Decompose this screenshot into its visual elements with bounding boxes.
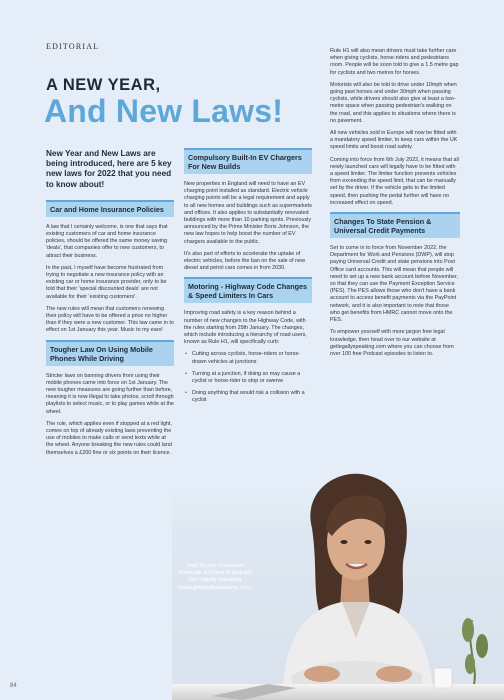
caption-line: Advocate and host of podcast	[178, 570, 252, 577]
page-number: 84	[10, 683, 17, 689]
photo-caption	[170, 563, 260, 592]
heading-state-pension: Changes To State Pension & Universal Credit Payments	[330, 212, 460, 238]
paragraph: The new rules will mean that customers renewing their policy will have to be offered a price no higher than if they were a new customer. This law came in to effect on 1st January this year. Music to my ears!	[46, 305, 174, 334]
caption-line: Hatti Suvari, Consumer	[186, 563, 244, 569]
bullet-item: • Cutting across cyclists, horse-riders or horse-drawn vehicles at junctions	[184, 351, 312, 365]
column-1	[46, 149, 174, 462]
paragraph: Motorists will also be told to drive under 10mph when going past horses and under 30mph when passing cyclists, while drivers should also give at least a two-metre space when passing pedestrian's walking on the road, and this applies to situations where there is no pavement.	[330, 81, 457, 124]
intro-text: New Year and New Laws are being introduced, here are 5 key new laws for 2022 that you need to know about!	[46, 149, 172, 189]
bullet-item: • Doing anything that would risk a collision with a cyclist	[184, 390, 312, 404]
bullet-list	[184, 351, 312, 404]
paragraph: In the past, I myself have become frustrated from trying to negotiate a new insurance policy with an existing car or home insurance provider, only to be told that their 'special discounted deals' are not available for their 'existing customers'.	[46, 264, 167, 300]
column-2	[184, 148, 312, 410]
paragraph: Rule H1 will also mean drivers must take further care when giving cyclists, horse-riders and pedestrians room. People will be soon told to give a 1.5 metre gap for cyclists and two metres for horses.	[330, 48, 459, 76]
paragraph: Set to come in to force from November 2022, the Department for Work and Pensions (DWP), will stop paying Universal Credit and state pensions into Post Office card accounts. This will mean that people will need to set up a new bank account before November, so that they can use the Payment Exception Service (PES). The PES allows those who don't have a bank account to access benefit payments via the PayPoint network, and it is also important to note that those who get benefits from HMRC cannot move onto the PES.	[330, 245, 458, 324]
paragraph: To empower yourself with more jargon free legal knowledge, then head over to our website at getlegallyspeaking.com where you can choose from over 100 free Podcast episodes to listen to.	[330, 329, 454, 357]
heading-mobile-phones: Tougher Law On Using Mobile Phones While Driving	[46, 340, 174, 366]
paragraph: The rule, which applies even if stopped at a red light, comes on top of already existing laws preventing the use of mobiles to make calls or send texts while at the wheel. Anyone breaking the new rules could land themselves a £200 fine or six points on their licence.	[46, 420, 172, 456]
caption-line: Get Legally Speaking	[188, 577, 242, 584]
paragraph: All new vehicles sold in Europe will now be fitted with a mandatory speed limiter, to keep cars within the UK speed limits and boost road safety.	[330, 130, 458, 151]
paragraph: A law that I certainly welcome, is one that says that existing customers of car and home insurance policies, should be offered the same money saving 'deals', that companies offer to new customers, to attract their business.	[46, 223, 168, 259]
heading-highway-code: Motoring - Highway Code Changes & Speed Limiters In Cars	[184, 277, 312, 303]
caption-line: (www.getlegallyspeaking.com)	[178, 584, 252, 591]
title-line-2: And New Laws!	[44, 93, 284, 129]
column-3	[330, 48, 460, 363]
paragraph: Coming into force from 6th July 2022, it means that all newly launched cars will legally have to be fitted with a speed limiter. The limiter function prevents vehicles from exceeding the speed limit, that can be manually set by the driver. If the vehicle gets to the limited speed, then pushing the pedal further will have no increased effect on speed.	[330, 156, 459, 206]
paragraph: New properties in England will need to have an EV charging point installed as standard. Electric vehicle charging points will be a legal requirement and apply to all new homes and buildings such as supermarkets and offices. It also applies to substantially renovated buildings with more than 10 parking spots. Previously announced by the Prime Minister Boris Johnson, the new law hopes to help boost the number of EV chargers available to the public.	[184, 181, 312, 245]
paragraph: Improving road safety is a key reason behind a number of new changes to the Highway Code, with the rules starting from 29th January. The changes, which include introducing a hierarchy of road users, known as Rule H1, will specifically curb:	[184, 310, 307, 346]
section-label: EDITORIAL	[46, 42, 100, 51]
title-line-1: A NEW YEAR,	[46, 76, 161, 94]
heading-car-insurance: Car and Home Insurance Policies	[46, 200, 174, 217]
paragraph: Stricter laws on banning drivers from using their mobile phones came into force on 1st January. The new tougher measures are going further than before, meaning it is now illegal to take photos, scroll through playlists to select music, or to play games while at the wheel.	[46, 372, 174, 415]
bullet-item: • Turning at a junction, if doing so may cause a cyclist or horse-rider to stop or swerve	[184, 371, 312, 385]
heading-ev-chargers: Compulsory Built-In EV Chargers For New Builds	[184, 148, 312, 174]
paragraph: It's also part of efforts to accelerate the uptake of electric vehicles, before the ban on the sale of new diesel and petrol cars comes in from 2030.	[184, 250, 306, 272]
